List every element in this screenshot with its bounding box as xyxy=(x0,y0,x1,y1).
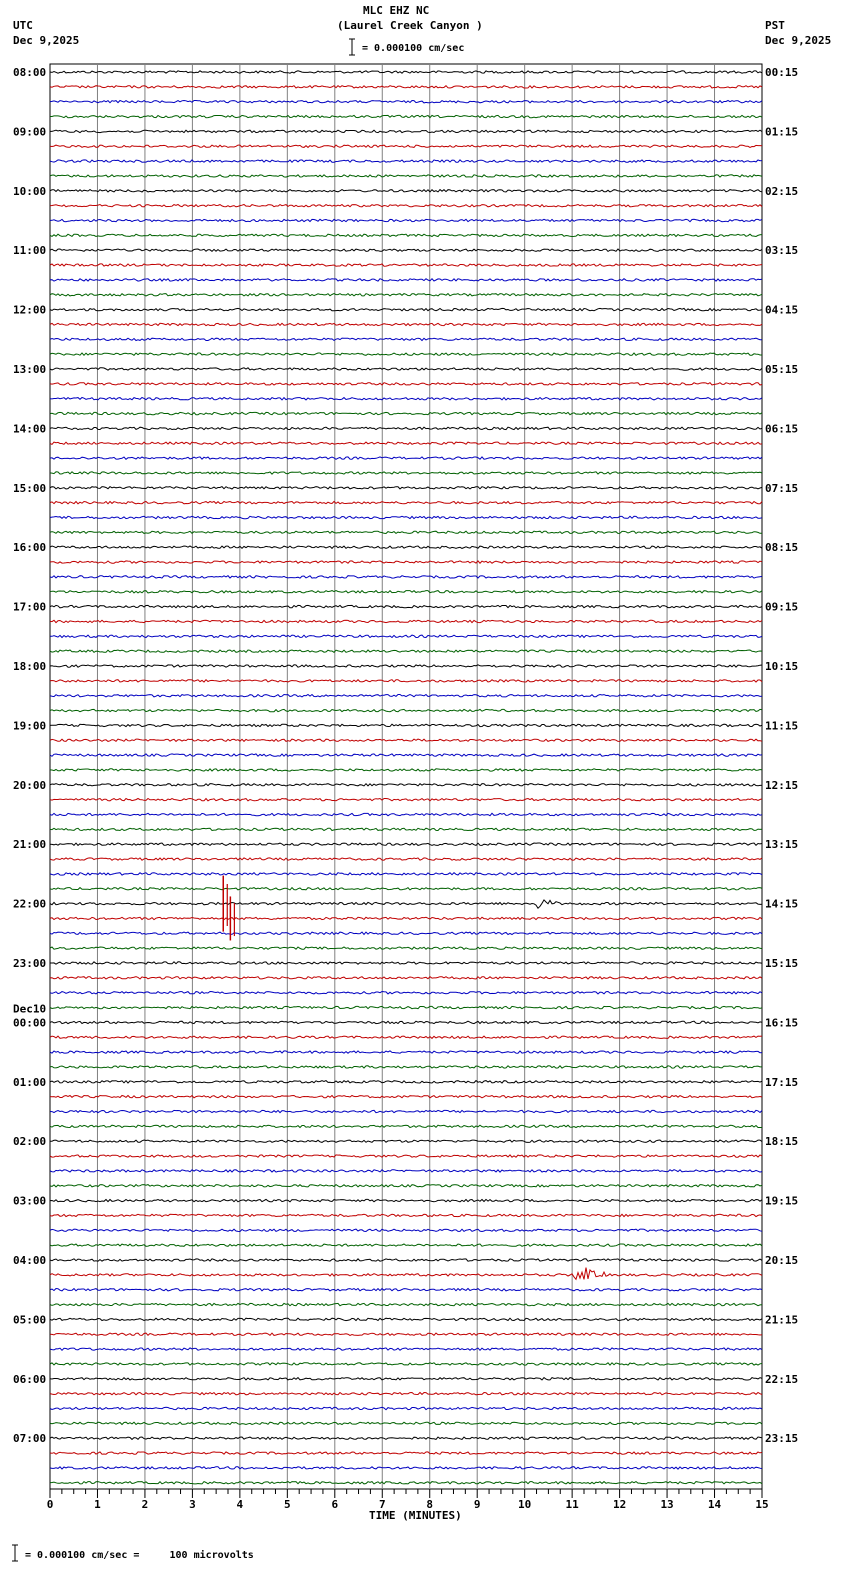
seismic-trace xyxy=(50,739,762,741)
pst-hour-label: 04:15 xyxy=(765,303,799,317)
seismic-trace xyxy=(50,1467,762,1469)
seismic-trace xyxy=(50,205,762,207)
utc-hour-label: 18:00 xyxy=(13,660,47,673)
pst-hour-label: 06:15 xyxy=(765,422,799,436)
pst-hour-label: 23:15 xyxy=(765,1432,799,1446)
pst-hour-label: 22:15 xyxy=(765,1372,799,1386)
seismic-trace xyxy=(50,427,762,429)
seismic-trace xyxy=(50,561,762,563)
utc-hour-label: 14:00 xyxy=(13,422,47,436)
pst-hour-label: 19:15 xyxy=(765,1194,799,1208)
seismic-trace xyxy=(50,457,762,459)
seismic-trace xyxy=(50,1437,762,1439)
seismic-trace xyxy=(50,383,762,385)
x-tick-label: 2 xyxy=(141,1498,149,1511)
pst-hour-label: 16:15 xyxy=(765,1016,799,1030)
pst-hour-label: 12:15 xyxy=(765,778,799,792)
seismic-trace xyxy=(50,234,762,236)
pst-hour-label: 07:15 xyxy=(765,481,799,495)
seismic-trace xyxy=(50,1170,762,1172)
utc-hour-label: 13:00 xyxy=(13,363,47,376)
seismic-trace xyxy=(50,115,762,117)
utc-hour-label: 12:00 xyxy=(13,303,47,317)
pst-hour-label: 03:15 xyxy=(765,244,799,258)
left-timezone: UTC xyxy=(13,19,33,32)
utc-hour-label: 20:00 xyxy=(13,778,47,792)
seismic-trace xyxy=(50,620,762,622)
seismic-trace xyxy=(50,1303,762,1305)
pst-hour-label: 20:15 xyxy=(765,1254,799,1267)
seismic-trace xyxy=(50,294,762,296)
utc-hour-label: 16:00 xyxy=(13,541,47,555)
seismic-trace xyxy=(50,1378,762,1380)
seismic-trace xyxy=(50,680,762,682)
seismic-trace xyxy=(50,1268,762,1280)
seismic-trace xyxy=(50,1259,762,1261)
left-date: Dec 9,2025 xyxy=(13,34,80,47)
seismic-trace xyxy=(50,1051,762,1053)
seismic-trace xyxy=(50,724,762,726)
station-title: MLC EHZ NC xyxy=(363,4,430,17)
seismic-trace xyxy=(50,160,762,162)
seismic-trace xyxy=(50,992,762,994)
seismic-trace xyxy=(50,1185,762,1187)
pst-hour-label: 18:15 xyxy=(765,1135,799,1149)
seismic-trace xyxy=(50,219,762,221)
seismic-trace xyxy=(50,1081,762,1083)
seismic-trace xyxy=(50,591,762,593)
utc-hour-label: 04:00 xyxy=(13,1254,47,1267)
footer-scale-label: = 0.000100 cm/sec = 100 microvolts xyxy=(25,1550,254,1561)
utc-hour-label: 00:00 xyxy=(13,1016,47,1030)
seismic-trace xyxy=(50,502,762,504)
seismic-trace xyxy=(50,769,762,771)
x-tick-label: 5 xyxy=(284,1498,291,1511)
seismic-trace xyxy=(50,1021,762,1023)
utc-hour-label: 06:00 xyxy=(13,1372,47,1386)
seismic-trace xyxy=(50,71,762,73)
seismic-trace xyxy=(50,412,762,414)
seismic-trace xyxy=(50,1482,762,1484)
utc-hour-label: 05:00 xyxy=(13,1313,47,1327)
seismic-trace xyxy=(50,368,762,370)
seismic-trace xyxy=(50,932,762,934)
seismic-trace xyxy=(50,828,762,830)
day-change-label: Dec10 xyxy=(13,1002,47,1016)
seismic-trace xyxy=(50,813,762,815)
right-timezone: PST xyxy=(765,19,785,32)
seismic-trace xyxy=(50,1214,762,1216)
pst-hour-label: 17:15 xyxy=(765,1075,799,1089)
seismic-trace xyxy=(50,487,762,489)
seismic-trace xyxy=(50,799,762,801)
seismic-trace xyxy=(50,1096,762,1098)
x-tick-label: 14 xyxy=(707,1498,722,1511)
x-tick-label: 6 xyxy=(331,1498,339,1511)
seismic-trace xyxy=(50,1348,762,1350)
seismic-trace xyxy=(50,888,762,890)
seismic-trace xyxy=(50,1393,762,1395)
seismic-trace xyxy=(50,249,762,251)
pst-hour-label: 10:15 xyxy=(765,660,799,673)
seismic-trace xyxy=(50,190,762,192)
station-subtitle: (Laurel Creek Canyon ) xyxy=(337,19,483,32)
seismic-trace xyxy=(50,576,762,578)
x-tick-label: 15 xyxy=(755,1498,769,1511)
seismic-trace xyxy=(50,1199,762,1201)
seismic-trace xyxy=(50,1422,762,1424)
seismic-trace xyxy=(50,1318,762,1320)
seismic-trace xyxy=(50,1407,762,1409)
seismic-trace xyxy=(50,264,762,266)
seismic-trace xyxy=(50,175,762,177)
utc-hour-label: 22:00 xyxy=(13,897,47,911)
right-date: Dec 9,2025 xyxy=(765,34,832,47)
pst-hour-label: 09:15 xyxy=(765,600,799,614)
pst-hour-label: 08:15 xyxy=(765,541,799,555)
x-tick-label: 9 xyxy=(473,1498,481,1511)
utc-hour-label: 07:00 xyxy=(13,1432,47,1446)
seismic-trace xyxy=(50,784,762,786)
seismic-trace xyxy=(50,1140,762,1142)
seismic-trace xyxy=(50,1036,762,1038)
seismic-trace xyxy=(50,709,762,711)
seismic-trace xyxy=(50,1363,762,1365)
seismic-trace xyxy=(50,695,762,697)
x-tick-label: 10 xyxy=(518,1498,532,1511)
seismic-trace xyxy=(50,145,762,147)
seismic-trace xyxy=(50,650,762,652)
seismic-trace xyxy=(50,308,762,310)
utc-hour-label: 21:00 xyxy=(13,838,47,852)
seismic-trace xyxy=(50,1006,762,1008)
seismic-trace xyxy=(50,1155,762,1157)
seismic-trace xyxy=(50,101,762,103)
x-tick-label: 12 xyxy=(612,1498,627,1511)
seismic-trace xyxy=(50,962,762,964)
seismic-trace xyxy=(50,754,762,756)
seismic-trace xyxy=(50,546,762,548)
seismic-trace xyxy=(50,1452,762,1454)
seismic-trace xyxy=(50,1244,762,1246)
seismic-trace xyxy=(50,323,762,325)
seismic-trace xyxy=(50,279,762,281)
x-tick-label: 13 xyxy=(660,1498,674,1511)
x-axis-label: TIME (MINUTES) xyxy=(369,1509,462,1522)
seismic-trace xyxy=(50,858,762,860)
seismic-trace xyxy=(50,442,762,444)
pst-hour-label: 01:15 xyxy=(765,125,799,139)
x-tick-label: 3 xyxy=(189,1498,196,1511)
pst-hour-label: 00:15 xyxy=(765,66,799,79)
x-tick-label: 8 xyxy=(426,1498,434,1511)
utc-hour-label: 10:00 xyxy=(13,184,47,198)
seismic-trace xyxy=(50,843,762,845)
seismic-trace xyxy=(50,1110,762,1112)
pst-hour-label: 21:15 xyxy=(765,1313,799,1327)
seismic-trace xyxy=(50,398,762,400)
x-tick-label: 4 xyxy=(236,1498,244,1511)
utc-hour-label: 01:00 xyxy=(13,1075,47,1089)
seismic-trace xyxy=(50,900,762,908)
x-tick-label: 1 xyxy=(94,1498,101,1511)
utc-hour-label: 11:00 xyxy=(13,244,47,258)
seismic-trace xyxy=(50,86,762,88)
seismic-trace xyxy=(50,353,762,355)
utc-hour-label: 19:00 xyxy=(13,719,47,733)
pst-hour-label: 11:15 xyxy=(765,719,799,733)
utc-hour-label: 02:00 xyxy=(13,1135,47,1149)
seismic-trace xyxy=(50,917,762,919)
seismic-trace xyxy=(50,338,762,340)
seismic-trace xyxy=(50,873,762,875)
pst-hour-label: 02:15 xyxy=(765,184,799,198)
seismic-trace xyxy=(50,977,762,979)
seismic-trace xyxy=(50,531,762,533)
x-tick-label: 7 xyxy=(378,1498,386,1511)
seismic-trace xyxy=(50,635,762,637)
utc-hour-label: 15:00 xyxy=(13,481,47,495)
seismic-trace xyxy=(50,516,762,518)
x-tick-label: 11 xyxy=(565,1498,579,1511)
seismic-trace xyxy=(50,665,762,667)
seismic-trace xyxy=(50,1125,762,1127)
seismic-trace xyxy=(50,1333,762,1335)
utc-hour-label: 17:00 xyxy=(13,600,47,614)
pst-hour-label: 14:15 xyxy=(765,897,799,911)
utc-hour-label: 23:00 xyxy=(13,957,47,970)
seismic-trace xyxy=(50,472,762,474)
x-tick-label: 0 xyxy=(46,1498,54,1511)
seismic-trace xyxy=(50,130,762,132)
pst-hour-label: 15:15 xyxy=(765,957,799,970)
utc-hour-label: 08:00 xyxy=(13,66,47,79)
seismic-trace xyxy=(50,1289,762,1291)
utc-hour-label: 09:00 xyxy=(13,125,47,139)
seismic-trace xyxy=(50,605,762,607)
scale-label: = 0.000100 cm/sec xyxy=(362,43,465,54)
seismic-trace xyxy=(50,947,762,949)
seismic-trace xyxy=(50,1066,762,1068)
pst-hour-label: 05:15 xyxy=(765,363,799,376)
seismic-trace xyxy=(50,1229,762,1231)
pst-hour-label: 13:15 xyxy=(765,838,799,852)
utc-hour-label: 03:00 xyxy=(13,1194,47,1208)
